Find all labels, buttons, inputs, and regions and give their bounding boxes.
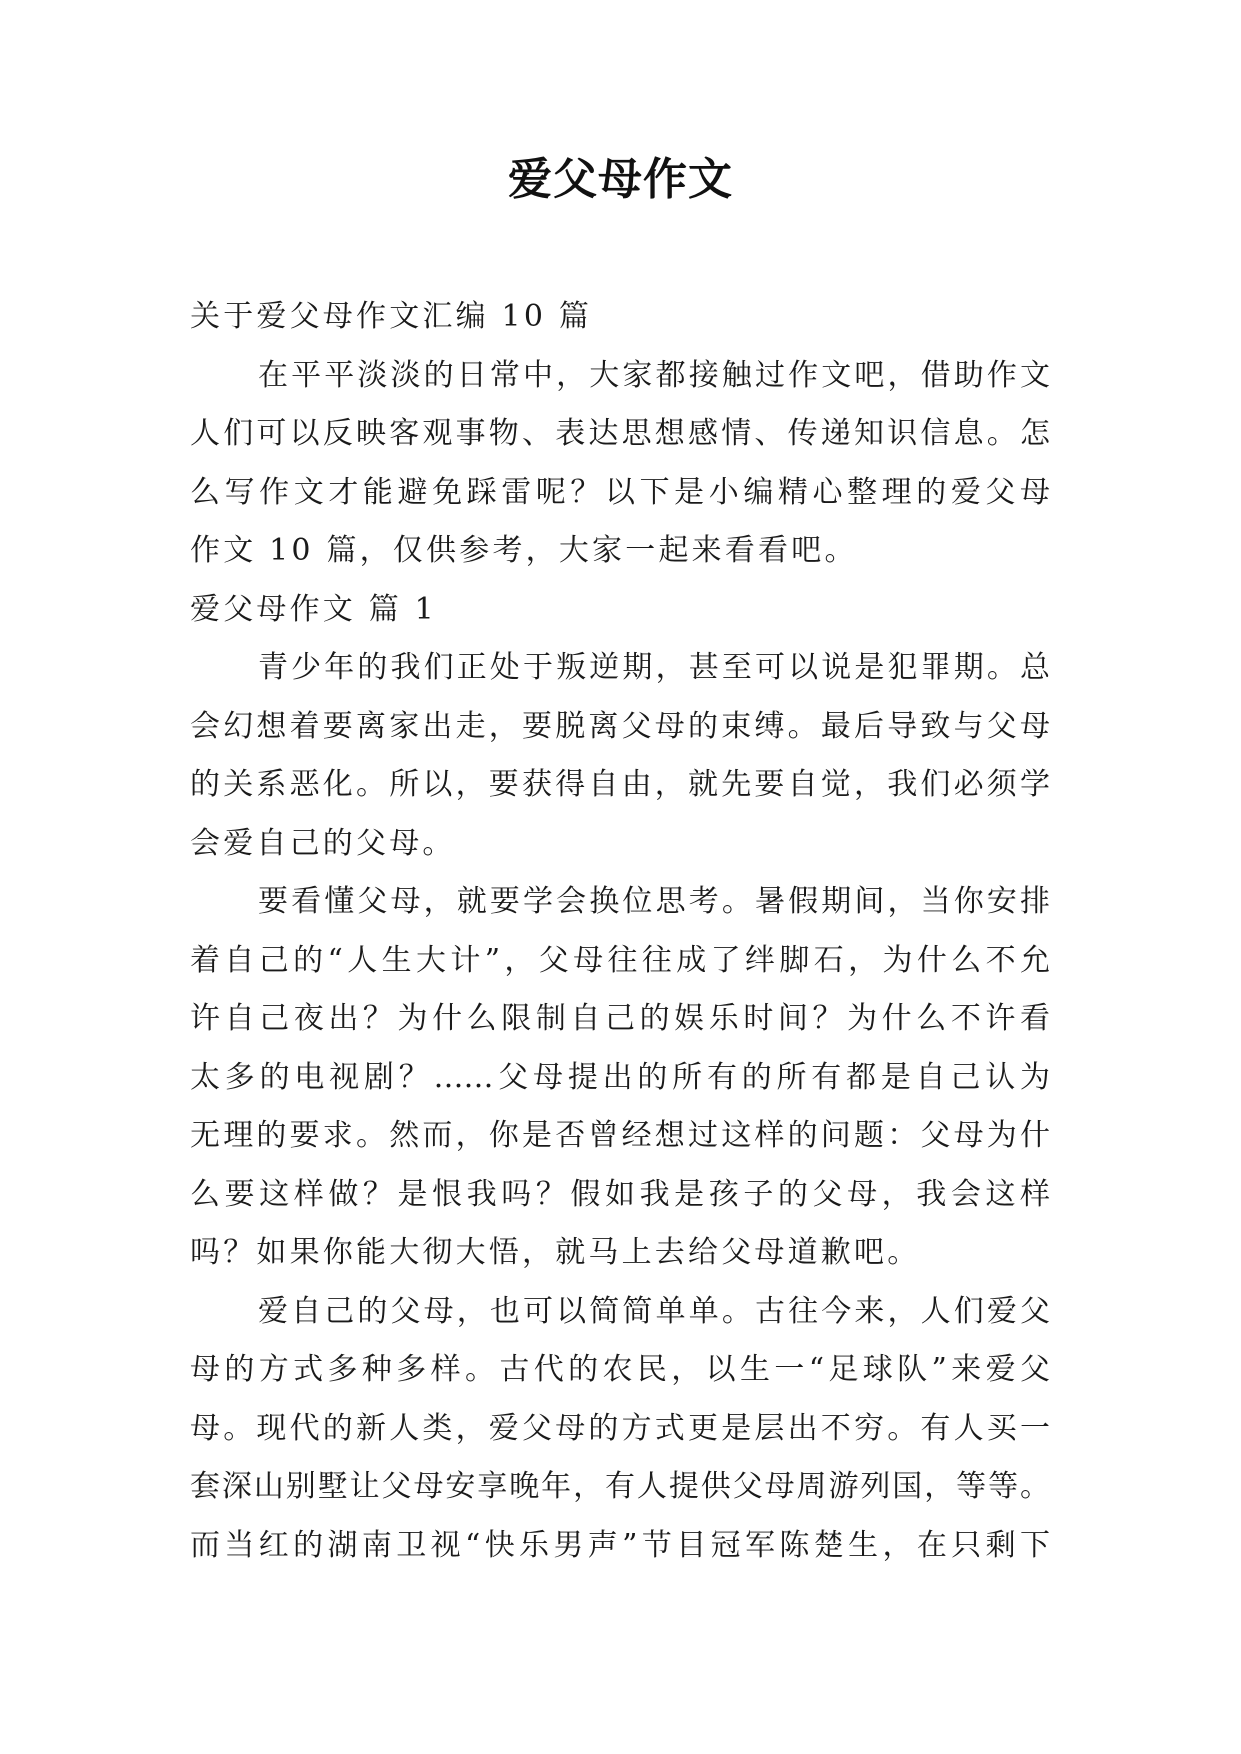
paragraph-line: 许自己夜出？为什么限制自己的娱乐时间？为什么不许看 [190, 1001, 1050, 1036]
paragraph-line: 么要这样做？是恨我吗？假如我是孩子的父母，我会这样 [190, 1176, 1050, 1212]
paragraph-line: 人们可以反映客观事物、表达思想感情、传递知识信息。怎 [190, 416, 1050, 451]
paragraph-line: 母。现代的新人类，爱父母的方式更是层出不穷。有人买一 [190, 1410, 1050, 1446]
paragraph-line: 作文 10 篇，仅供参考，大家一起来看看吧。 [190, 533, 858, 568]
subtitle-line: 关于爱父母作文汇编 10 篇 [190, 299, 593, 334]
paragraph-line: 青少年的我们正处于叛逆期，甚至可以说是犯罪期。总 [258, 650, 1050, 685]
paragraph-line: 会爱自己的父母。 [190, 825, 456, 861]
paragraph-line: 要看懂父母，就要学会换位思考。暑假期间，当你安排 [258, 884, 1050, 919]
paragraph-line: 么写作文才能避免踩雷呢？以下是小编精心整理的爱父母 [190, 474, 1050, 510]
paragraph-line: 爱自己的父母，也可以简简单单。古往今来，人们爱父 [258, 1293, 1050, 1329]
section-heading: 爱父母作文 篇 1 [190, 591, 437, 627]
paragraph-line: 的关系恶化。所以，要获得自由，就先要自觉，我们必须学 [190, 767, 1050, 802]
paragraph-line: 会幻想着要离家出走，要脱离父母的束缚。最后导致与父母 [190, 708, 1050, 744]
paragraph-line: 而当红的湖南卫视“快乐男声”节目冠军陈楚生，在只剩下 [190, 1527, 1050, 1563]
document-body [190, 288, 1050, 1575]
paragraph-line: 在平平淡淡的日常中，大家都接触过作文吧，借助作文 [258, 357, 1050, 393]
paragraph-line: 太多的电视剧？……父母提出的所有的所有都是自己认为 [190, 1059, 1050, 1095]
paragraph-line: 着自己的“人生大计”，父母往往成了绊脚石，为什么不允 [190, 942, 1050, 978]
paragraph-line: 无理的要求。然而，你是否曾经想过这样的问题：父母为什 [190, 1118, 1050, 1153]
document-title: 爱父母作文 [508, 154, 733, 205]
paragraph-line: 吗？如果你能大彻大悟，就马上去给父母道歉吧。 [190, 1235, 921, 1270]
paragraph-line: 母的方式多种多样。古代的农民，以生一“足球队”来爱父 [190, 1352, 1050, 1387]
paragraph-line: 套深山别墅让父母安享晚年，有人提供父母周游列国，等等。 [190, 1469, 1050, 1504]
